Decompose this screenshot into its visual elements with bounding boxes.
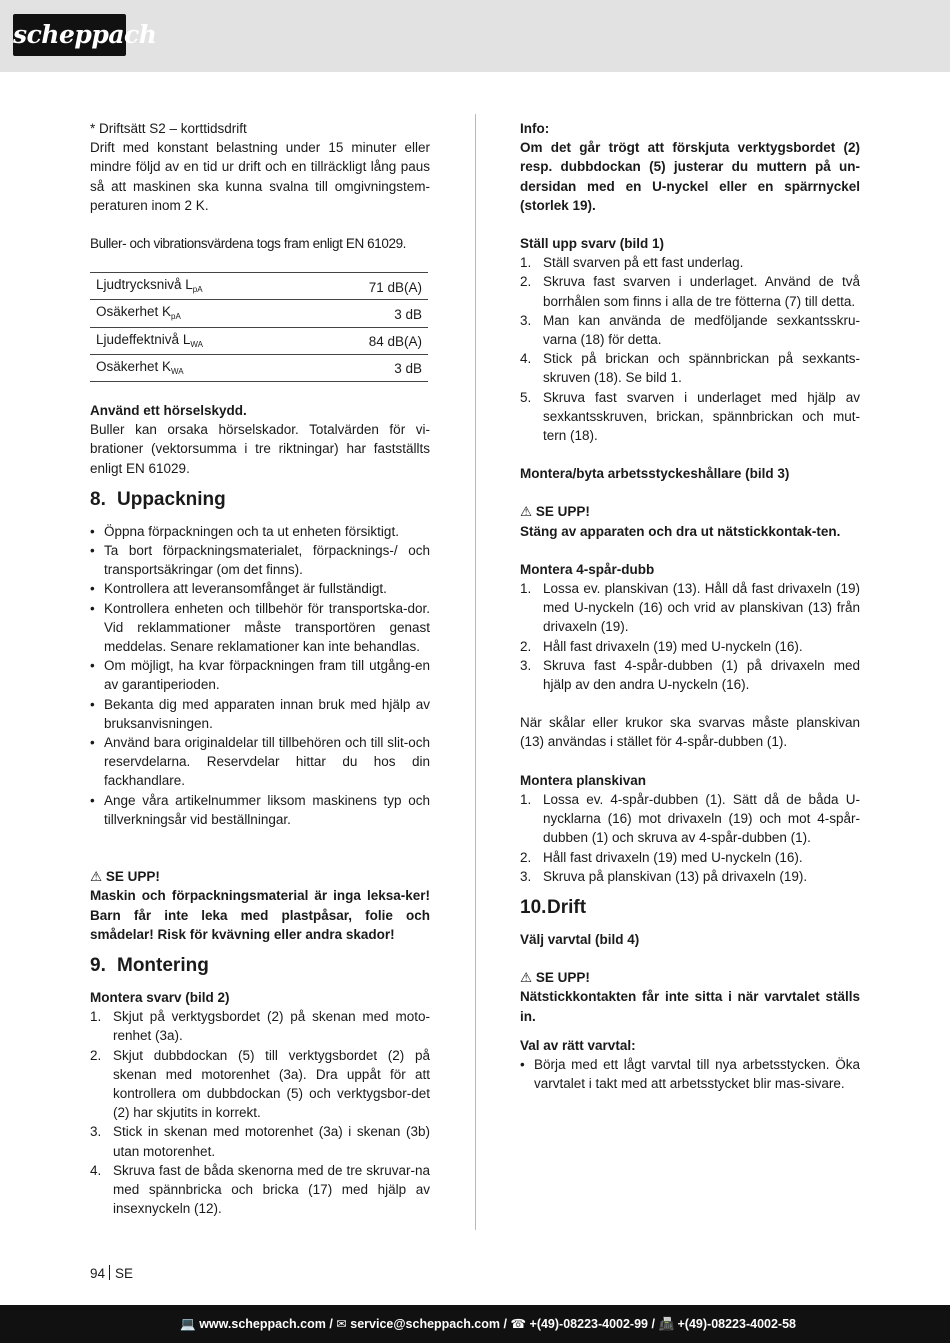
duty-cycle-text: Drift med konstant belastning under 15 minuter eller mindre följd av en tid ur drift och en tillräckligt lång paus så att maskinen ska kunna svalna till omgivningstem-peraturen inom 2 K. xyxy=(90,140,430,213)
table-row: Ljudeffektnivå $L_{WA}$ 84 dB(A) xyxy=(90,327,428,354)
list-item: 3. Stick in skenan med motorenhet (3a) i skenan (3b) utan motorenhet. xyxy=(90,1124,430,1159)
page-header xyxy=(0,0,950,72)
noise-table xyxy=(90,272,428,382)
list-item: 3. Skruva fast 4-spår-dubben (1) på drivaxeln med hjälp av den andra U-nyckeln (16). xyxy=(520,657,860,693)
list-item: 5. Skruva fast svarven i underlaget med hjälp av sexkantsskruven, brickan, spännbrickan och mut-tern (18). xyxy=(520,389,860,444)
page-number: 94 SE xyxy=(90,1266,134,1281)
mount-lathe-title: Montera svarv (bild 2) xyxy=(90,989,230,1005)
mail-icon: ✉ xyxy=(336,1317,347,1331)
spec-label: Osäkerhet K xyxy=(96,304,172,320)
list-item: 4. Skruva fast de båda skenorna med de tre skruvar-na med spännbricka och bricka (17) med hjälp av insexnyckeln (12). xyxy=(90,1162,430,1217)
setup-lathe-steps xyxy=(520,253,860,445)
mount-lathe-steps xyxy=(90,1007,430,1218)
warning-icon: ⚠ xyxy=(520,970,533,986)
right-column xyxy=(520,119,860,1093)
website-link[interactable]: www.scheppach.com / xyxy=(199,1317,333,1331)
list-item: 2. Håll fast drivaxeln (19) med U-nyckeln (16). xyxy=(520,638,803,654)
list-item: • Börja med ett lågt varvtal till nya arbetsstycken. Öka varvtalet i takt med att arbetsstycket blir mas-sivare. xyxy=(520,1055,860,1093)
list-item: • Kontrollera att leveransomfånget är fullständigt. xyxy=(90,579,430,598)
page-footer xyxy=(0,1305,950,1343)
table-row: Ljudtrycksnivå $L_{pA}$ 71 dB(A) xyxy=(90,273,428,300)
section-9-heading: 9. Montering xyxy=(90,954,209,976)
spec-label: Ljudeffektnivå L xyxy=(96,331,191,347)
noise-note: Buller- och vibrationsvärdena togs fram enligt EN 61029. xyxy=(90,236,407,252)
scheppach-logo: scheppach xyxy=(13,14,126,56)
list-item: 3. Skruva på planskivan (13) på drivaxeln (19). xyxy=(520,868,808,884)
list-item: • Om möjligt, ha kvar förpackningen fram till utgång-en av garantiperioden. xyxy=(90,656,430,694)
email-link[interactable]: service@scheppach.com / xyxy=(350,1317,507,1331)
list-item: • Ta bort förpackningsmaterialet, förpacknings-/ och transportsäkringar (om det finns). xyxy=(90,541,430,579)
computer-icon: 💻 xyxy=(180,1317,196,1331)
list-item: 2. Skjut dubbdockan (5) till verktygsbordet (2) på skenan med motorenhet (3a). Dra uppåt för att kontrollera om dubbdockan (5) och verktygsbor-det (2) har skjutits in korrekt. xyxy=(90,1047,430,1121)
list-item: 1. Lossa ev. 4-spår-dubben (1). Sätt då de båda U-nycklarna (16) mot drivaxeln (19) och mot 4-spår-dubben (1) och skruva av 4-spår-dubben (1). xyxy=(520,791,860,846)
hearing-protection-text: Buller kan orsaka hörselskador. Totalvärden för vi-brationer (vektorsumma i tre riktningar) har fastställts enligt EN 61029. xyxy=(90,422,430,476)
list-item: • Ange våra artikelnummer liksom maskinens typ och tillverkningsår vid beställningar. xyxy=(90,791,430,829)
warning-icon: ⚠ xyxy=(90,869,103,885)
mount-spur-title: Montera 4-spår-dubb xyxy=(520,561,655,577)
fax-number: +(49)-08223-4002-58 xyxy=(677,1317,796,1331)
list-item: 1. Skjut på verktygsbordet (2) på skenan med moto-renhet (3a). xyxy=(90,1009,430,1044)
phone-number: +(49)-08223-4002-99 / xyxy=(529,1317,655,1331)
list-item: • Kontrollera enheten och tillbehör för transportska-dor. Vid reklammationer måste transportören genast meddelas. Senare reklamationer kan inte behandlas. xyxy=(90,599,430,657)
info-text: Om det går trögt att förskjuta verktygsbordet (2) resp. dubbdockan (5) justerar du muttern på un-dersidan med en U-nyckel eller en spärrnyckel (storlek 19). xyxy=(520,140,860,213)
info-title: Info: xyxy=(520,121,550,136)
warning-3-text: Nätstickkontakten får inte sitta i när varvtalet ställs in. xyxy=(520,989,860,1024)
duty-cycle-title: * Driftsätt S2 – korttidsdrift xyxy=(90,121,247,136)
speed-choice-title: Val av rätt varvtal: xyxy=(520,1037,636,1053)
phone-icon: ☎ xyxy=(510,1317,527,1331)
spec-value: 71 dB(A) xyxy=(304,273,428,300)
list-item: 4. Stick på brickan och spännbrickan på sexkants-skruven (18). Se bild 1. xyxy=(520,351,860,386)
speed-choice-list xyxy=(520,1055,860,1093)
mount-spur-steps xyxy=(520,579,860,694)
spec-value: 84 dB(A) xyxy=(304,327,428,354)
warning-1-text: Maskin och förpackningsmaterial är inga leksa-ker! Barn får inte leka med plastpåsar, folie och smådelar! Risk för kvävning eller andra skador! xyxy=(90,888,430,942)
hearing-protection-title: Använd ett hörselskydd. xyxy=(90,403,247,419)
list-item: 1. Lossa ev. planskivan (13). Håll då fast drivaxeln (19) med U-nyckeln (16) och vrid av planskivan (13) från drivaxeln (19). xyxy=(520,581,860,635)
left-column xyxy=(90,119,430,1218)
list-item: 1. Ställ svarven på ett fast underlag. xyxy=(520,255,744,271)
select-speed-title: Välj varvtal (bild 4) xyxy=(520,931,640,947)
spec-value: 3 dB xyxy=(304,354,428,381)
section-8-heading: 8. Uppackning xyxy=(90,488,226,510)
warning-1-title: ⚠ SE UPP! xyxy=(90,869,160,885)
unpacking-list xyxy=(90,522,430,829)
spec-value: 3 dB xyxy=(304,300,428,327)
warning-2-text: Stäng av apparaten och dra ut nätstickkontak-ten. xyxy=(520,523,841,539)
spec-label: Osäkerhet K xyxy=(96,358,172,374)
list-item: • Bekanta dig med apparaten innan bruk med hjälp av bruksanvisningen. xyxy=(90,695,430,733)
table-row: Osäkerhet $K_{WA}$ 3 dB xyxy=(90,354,428,381)
warning-2-title: ⚠ SE UPP! xyxy=(520,504,590,520)
warning-icon: ⚠ xyxy=(520,504,533,520)
mount-faceplate-steps xyxy=(520,790,860,886)
list-item: • Använd bara originaldelar till tillbehören och till slit-och reservdelarna. Reservdelar hittar du hos din fackhandlare. xyxy=(90,733,430,791)
table-row: Osäkerhet $K_{pA}$ 3 dB xyxy=(90,300,428,327)
fax-icon: 📠 xyxy=(658,1317,675,1331)
list-item: 2. Håll fast drivaxeln (19) med U-nyckeln (16). xyxy=(520,849,803,865)
list-item: 3. Man kan använda de medföljande sexkantsskru-varna (18) för detta. xyxy=(520,312,860,348)
column-divider xyxy=(475,114,476,1230)
list-item: 2. Skruva fast svarven i underlaget. Använd de två borrhålen som finns i alla de tre fötterna (7) till detta. xyxy=(520,274,860,309)
spec-label: Ljudtrycksnivå L xyxy=(96,277,193,293)
section-10-heading: 10.Drift xyxy=(520,896,587,918)
mount-faceplate-title: Montera planskivan xyxy=(520,772,647,788)
workpiece-holder-title: Montera/byta arbetsstyckeshållare (bild 3) xyxy=(520,466,790,482)
list-item: • Öppna förpackningen och ta ut enheten försiktigt. xyxy=(90,522,430,541)
warning-3-title: ⚠ SE UPP! xyxy=(520,970,590,986)
setup-lathe-title: Ställ upp svarv (bild 1) xyxy=(520,236,665,252)
faceplate-note: När skålar eller krukor ska svarvas måste planskivan (13) användas i stället för 4-spår-dubben (1). xyxy=(520,715,860,750)
